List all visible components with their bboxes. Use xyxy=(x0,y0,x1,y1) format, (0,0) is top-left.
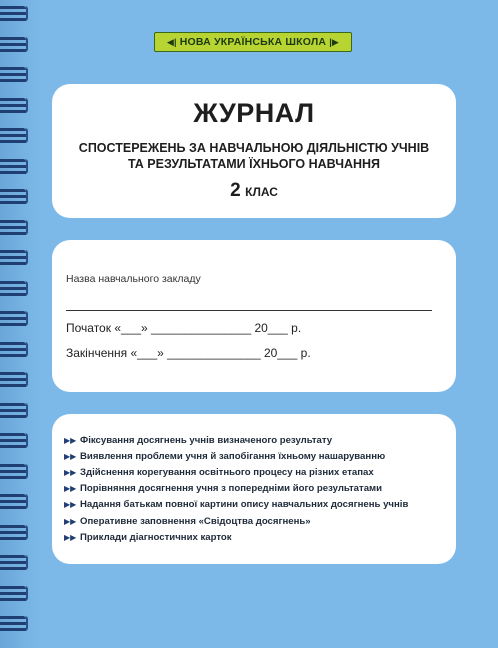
grade-label xyxy=(52,180,456,202)
spiral-ring-icon xyxy=(0,616,26,636)
journal-subtitle xyxy=(52,140,456,172)
list-item: ▶▶ Надання батькам повної картини опису навчальних досягнень учнів xyxy=(64,499,409,511)
subtitle-line-2: ТА РЕЗУЛЬТАТАМИ ЇХНЬОГО НАВЧАННЯ xyxy=(127,157,381,171)
spiral-ring-icon xyxy=(0,37,26,57)
spiral-ring-icon xyxy=(0,281,26,301)
spiral-ring-icon xyxy=(0,433,26,453)
info-card xyxy=(52,240,456,392)
series-badge-label: НОВА УКРАЇНСЬКА ШКОЛА xyxy=(179,36,327,48)
spiral-ring-icon xyxy=(0,525,26,545)
list-item: ▶▶ Фіксування досягнень учнів визначеного результату xyxy=(64,434,333,446)
list-item: ▶▶ Виявлення проблеми учня й запобігання їхньому нашаруванню xyxy=(64,450,386,462)
double-chevron-right-icon: ▶▶ xyxy=(64,500,77,510)
spiral-ring-icon xyxy=(0,128,26,148)
spiral-ring-icon xyxy=(0,494,26,514)
list-item: ▶▶ Порівняння досягнення учня з попередніми його результатами xyxy=(64,483,383,495)
double-chevron-right-icon: ▶▶ xyxy=(64,532,77,542)
spiral-binding xyxy=(0,0,40,648)
spiral-ring-icon xyxy=(0,311,26,331)
list-item: ▶▶ Оперативне заповнення «Свідоцтва досягнень» xyxy=(64,515,311,527)
spiral-ring-icon xyxy=(0,464,26,484)
spiral-ring-icon xyxy=(0,67,26,87)
school-name-line xyxy=(66,310,432,311)
spiral-ring-icon xyxy=(0,586,26,606)
end-date-line: Закінчення «___» ______________ 20___ р. xyxy=(66,346,311,360)
spiral-ring-icon xyxy=(0,220,26,240)
series-badge xyxy=(154,32,352,52)
school-name-label: Назва навчального закладу xyxy=(66,273,201,285)
arrow-right-icon: |▶ xyxy=(329,36,340,47)
arrow-left-icon: ◀| xyxy=(166,36,177,47)
double-chevron-right-icon: ▶▶ xyxy=(64,467,77,477)
double-chevron-right-icon: ▶▶ xyxy=(64,451,77,461)
double-chevron-right-icon: ▶▶ xyxy=(64,435,77,445)
spiral-ring-icon xyxy=(0,6,26,26)
double-chevron-right-icon: ▶▶ xyxy=(64,484,77,494)
list-item: ▶▶ Здійснення корегування освітнього процесу на різних етапах xyxy=(64,466,374,478)
journal-title: ЖУРНАЛ xyxy=(193,98,315,128)
spiral-ring-icon xyxy=(0,250,26,270)
features-card xyxy=(52,414,456,564)
spiral-ring-icon xyxy=(0,189,26,209)
list-item: ▶▶ Приклади діагностичних карток xyxy=(64,531,232,543)
grade-number: 2 xyxy=(230,180,241,201)
spiral-ring-icon xyxy=(0,555,26,575)
start-date-line: Початок «___» _______________ 20___ р. xyxy=(66,321,302,335)
spiral-ring-icon xyxy=(0,372,26,392)
spiral-ring-icon xyxy=(0,98,26,118)
spiral-ring-icon xyxy=(0,342,26,362)
grade-word: КЛАС xyxy=(245,185,278,199)
double-chevron-right-icon: ▶▶ xyxy=(64,516,77,526)
features-list xyxy=(64,432,408,545)
subtitle-line-1: СПОСТЕРЕЖЕНЬ ЗА НАВЧАЛЬНОЮ ДІЯЛЬНІСТЮ УЧНІВ xyxy=(78,141,430,155)
spiral-ring-icon xyxy=(0,403,26,423)
title-card xyxy=(52,84,456,218)
spiral-ring-icon xyxy=(0,159,26,179)
